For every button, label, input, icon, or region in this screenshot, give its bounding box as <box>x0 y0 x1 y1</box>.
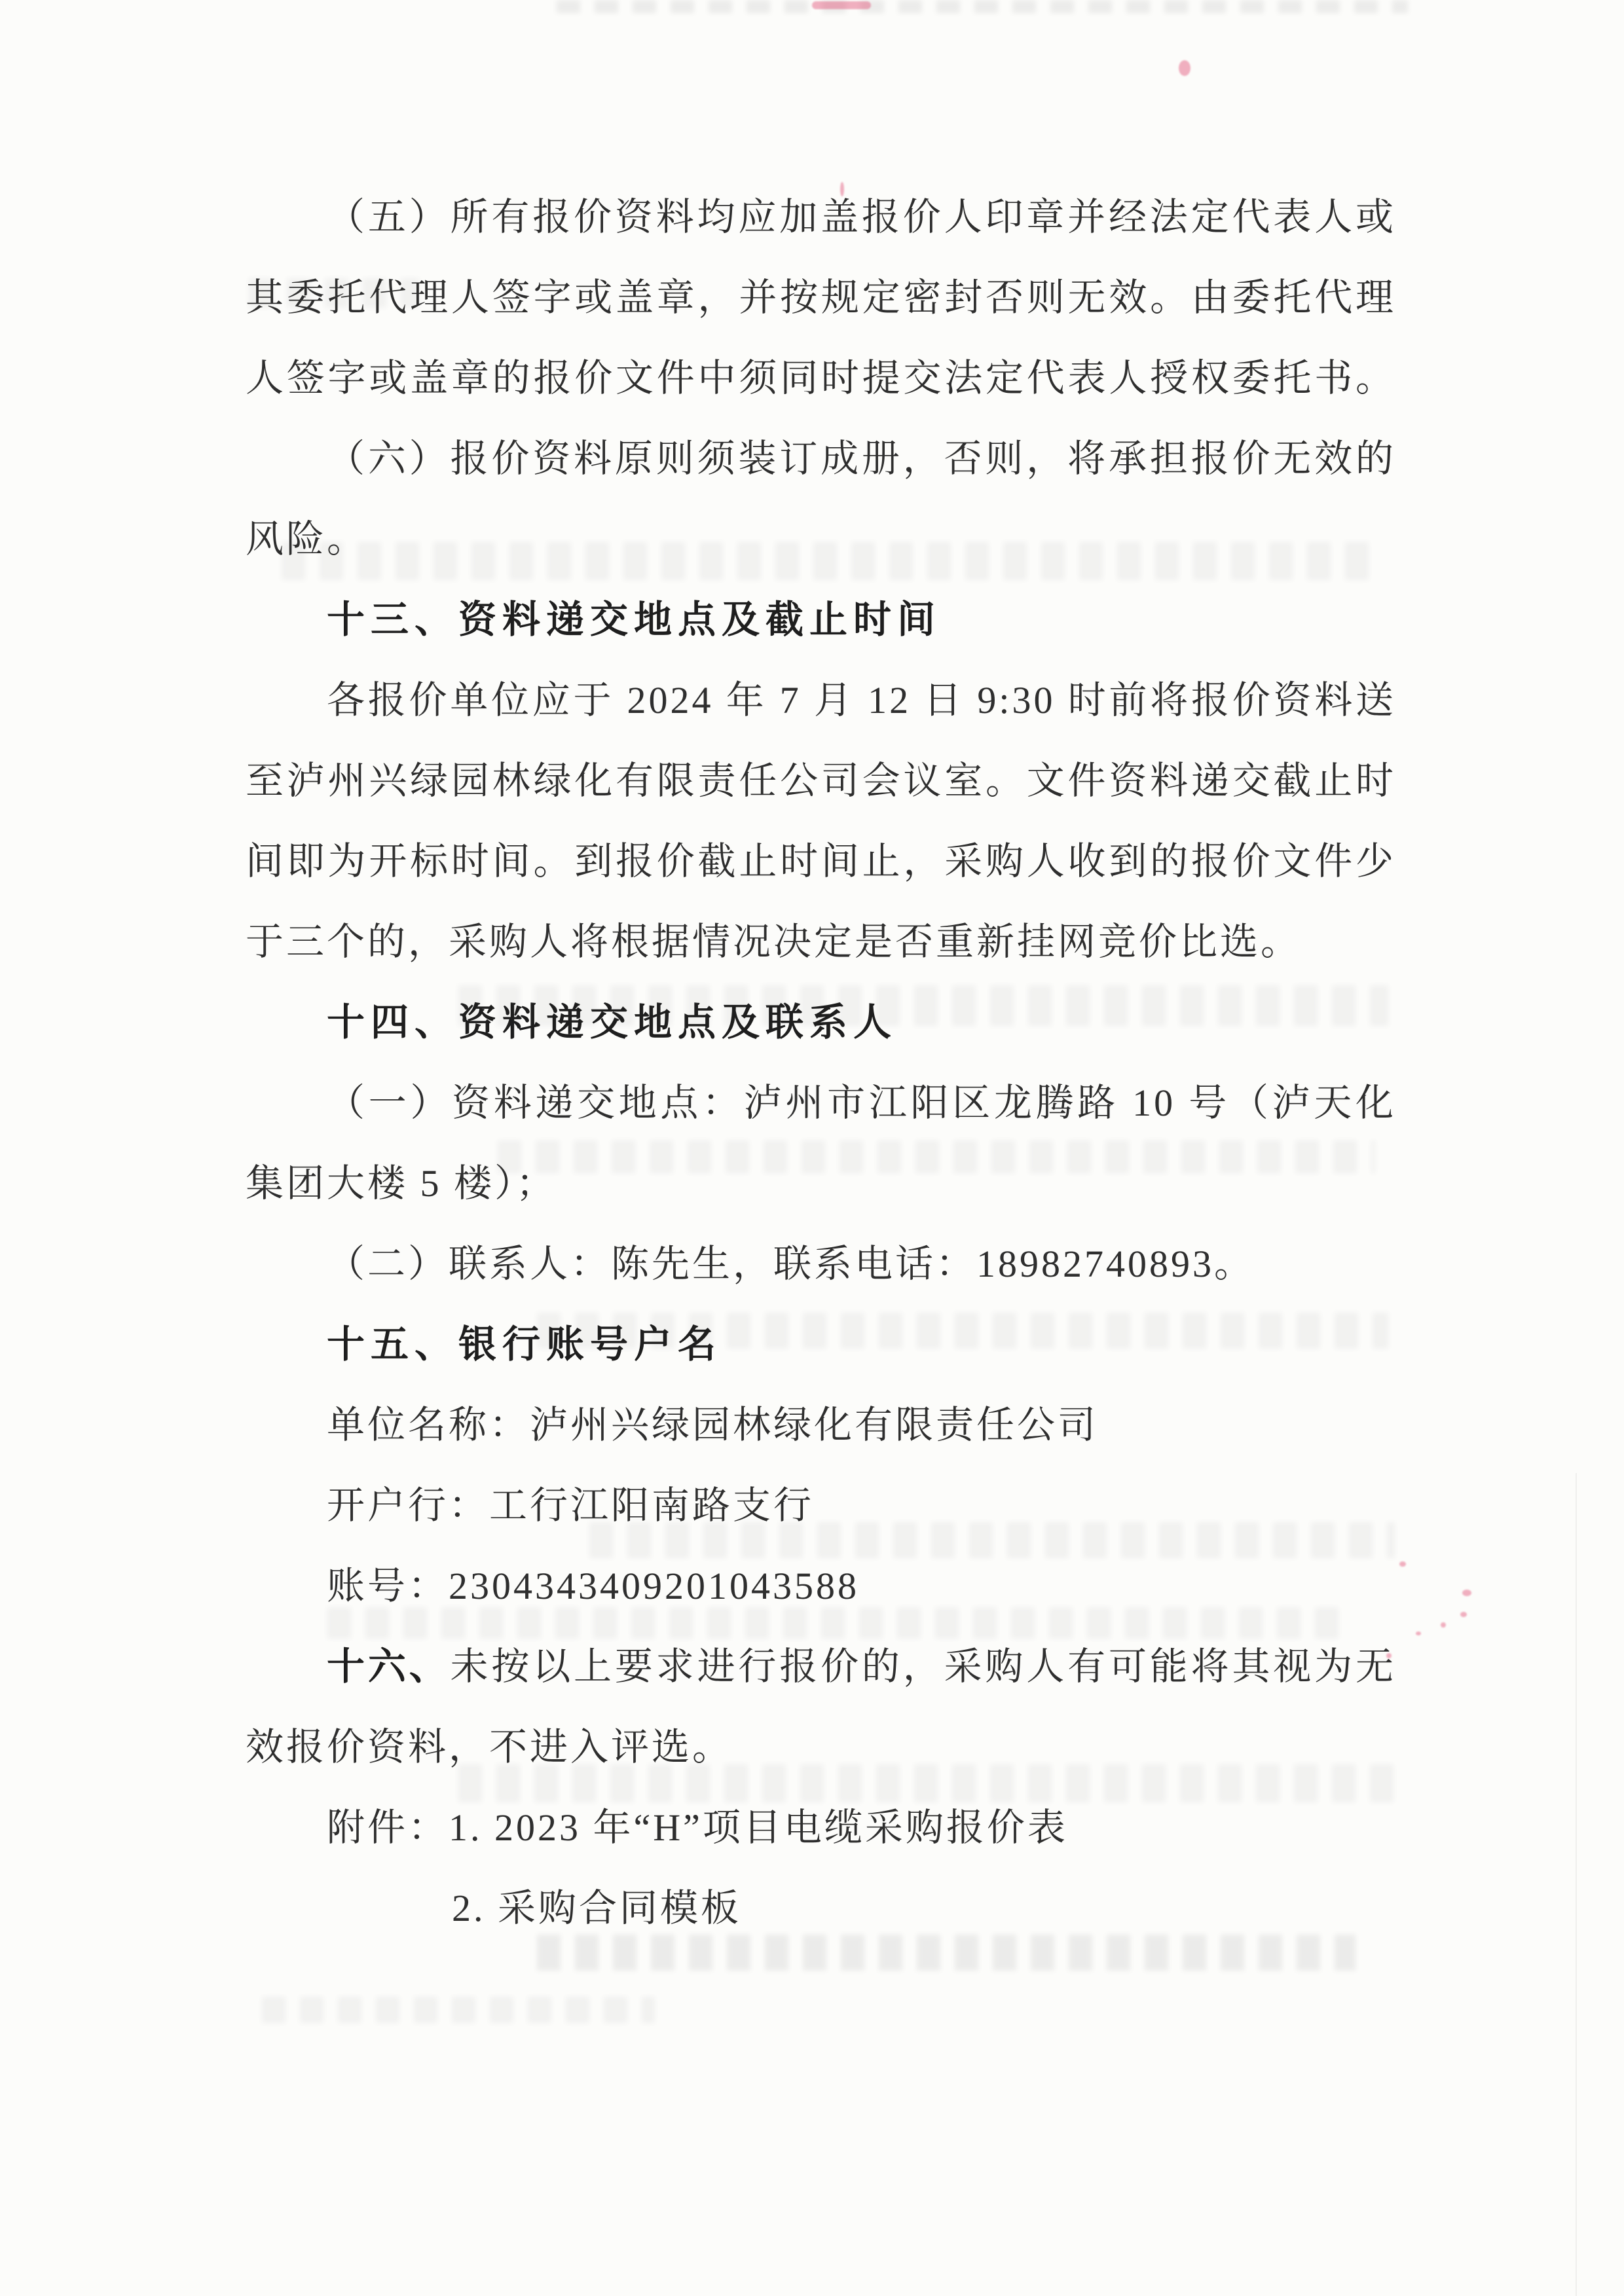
scan-artifact-ghost-band <box>557 0 1408 13</box>
text-line <box>246 499 1396 579</box>
line-text: 于三个的，采购人将根据情况决定是否重新挂网竞价比选。 <box>246 920 1302 963</box>
scan-artifact-speck <box>1462 1590 1471 1596</box>
section-number-bold: 十六、 <box>327 1645 451 1688</box>
line-text: 未按以上要求进行报价的，采购人有可能将其视为无 <box>450 1645 1396 1688</box>
line-text: 十五、银行账号户名 <box>327 1323 722 1366</box>
line-text: （六）报价资料原则须装订成册，否则，将承担报价无效的 <box>327 437 1396 480</box>
text-line <box>246 1063 1396 1143</box>
text-line <box>246 257 1396 338</box>
text-line <box>246 821 1396 902</box>
scan-artifact-speck <box>1460 1612 1467 1617</box>
text-line <box>246 1707 1396 1787</box>
line-text: 人签字或盖章的报价文件中须同时提交法定代表人授权委托书。 <box>246 357 1396 399</box>
line-text: 其委托代理人签字或盖章，并按规定密封否则无效。由委托代理 <box>246 276 1396 319</box>
text-line <box>246 1546 1396 1626</box>
scan-artifact-speck <box>812 1 871 9</box>
scan-artifact-edge-line <box>1576 1473 1577 2296</box>
text-line <box>246 1626 1396 1707</box>
document-body <box>246 177 1396 1948</box>
line-text: 风险。 <box>246 518 368 560</box>
scan-artifact-speck <box>1179 60 1190 76</box>
line-text: 各报价单位应于 2024 年 7 月 12 日 9:30 时前将报价资料送 <box>327 679 1396 721</box>
line-text: 附件：1. 2023 年“H”项目电缆采购报价表 <box>327 1806 1068 1849</box>
text-line <box>246 338 1396 418</box>
line-text: 单位名称：泸州兴绿园林绿化有限责任公司 <box>327 1404 1099 1446</box>
text-line <box>246 177 1396 257</box>
text-line <box>246 1868 1396 1948</box>
text-line <box>246 902 1396 982</box>
text-line <box>246 660 1396 740</box>
line-text: （五）所有报价资料均应加盖报价人印章并经法定代表人或 <box>327 196 1396 238</box>
text-line <box>246 1787 1396 1868</box>
section-heading <box>246 579 1396 660</box>
line-text: （二）联系人：陈先生，联系电话：18982740893。 <box>327 1243 1255 1285</box>
section-heading <box>246 1304 1396 1385</box>
text-line <box>246 740 1396 821</box>
scan-artifact-speck <box>1399 1561 1406 1567</box>
text-line <box>246 1143 1396 1224</box>
text-line <box>246 1224 1396 1304</box>
scan-artifact-speck <box>1416 1631 1421 1635</box>
text-line <box>246 418 1396 499</box>
line-text: 间即为开标时间。到报价截止时间止，采购人收到的报价文件少 <box>246 840 1396 883</box>
scan-artifact-speck <box>1441 1622 1446 1628</box>
line-text: 十四、资料递交地点及联系人 <box>327 1001 898 1044</box>
section-heading <box>246 982 1396 1063</box>
text-line <box>246 1465 1396 1546</box>
line-text: （一）资料递交地点：泸州市江阳区龙腾路 10 号（泸天化 <box>327 1082 1396 1124</box>
line-text: 集团大楼 5 楼）； <box>246 1162 557 1205</box>
scan-artifact-ghost-band <box>262 1997 655 2023</box>
text-line <box>246 1385 1396 1465</box>
line-text: 2. 采购合同模板 <box>452 1887 742 1929</box>
line-text: 十三、资料递交地点及截止时间 <box>327 598 942 641</box>
line-text: 开户行：工行江阳南路支行 <box>327 1484 815 1527</box>
line-text: 账号：2304343409201043588 <box>327 1565 860 1607</box>
line-text: 至泸州兴绿园林绿化有限责任公司会议室。文件资料递交截止时 <box>246 759 1396 802</box>
line-text: 效报价资料，不进入评选。 <box>246 1726 733 1768</box>
